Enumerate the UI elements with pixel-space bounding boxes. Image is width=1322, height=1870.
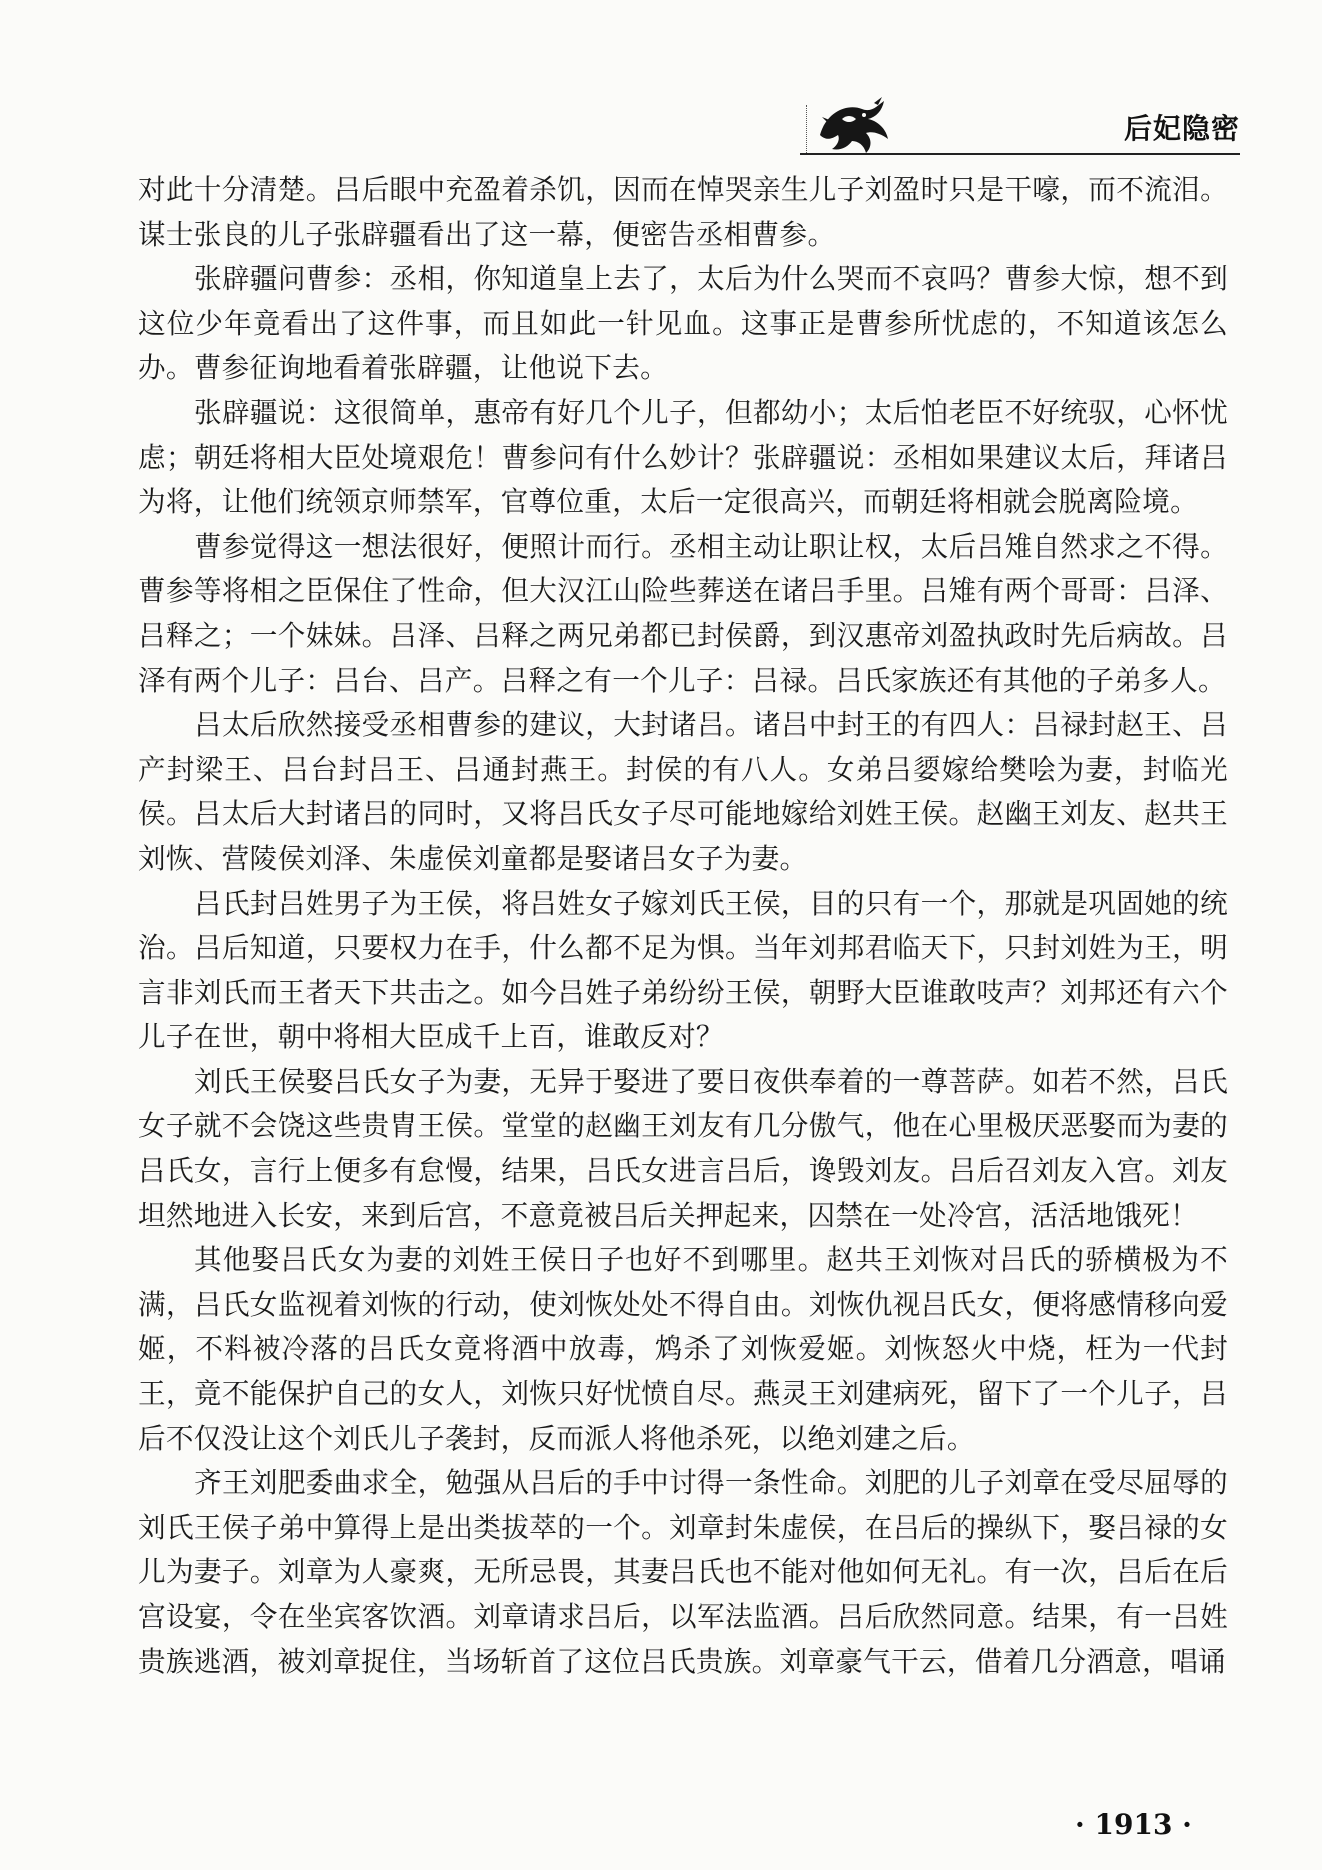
- paragraph: 吕太后欣然接受丞相曹参的建议，大封诸吕。诸吕中封王的有四人：吕禄封赵王、吕产封梁王、吕台封吕王、吕通封燕王。封侯的有八人。女弟吕媭嫁给樊哙为妻，封临光侯。吕太后大封诸吕的同时，又将吕氏女子尽可能地嫁给刘姓王侯。赵幽王刘友、赵共王刘恢、营陵侯刘泽、朱虚侯刘童都是娶诸吕女子为妻。: [138, 708, 1228, 875]
- header-rule: [800, 153, 1240, 155]
- header-divider: [806, 105, 807, 153]
- paragraph: 对此十分清楚。吕后眼中充盈着杀饥，因而在悼哭亲生儿子刘盈时只是干嚎，而不流泪。谋士张良的儿子张辟疆看出了这一幕，便密告丞相曹参。: [138, 173, 1228, 251]
- paragraph: 张辟疆说：这很简单，惠帝有好几个儿子，但都幼小；太后怕老臣不好统驭，心怀忧虑；朝廷将相大臣处境艰危！曹参问有什么妙计？张辟疆说：丞相如果建议太后，拜诸吕为将，让他们统领京师禁军，官尊位重，太后一定很高兴，而朝廷将相就会脱离险境。: [138, 395, 1228, 519]
- page-number: · 1913 ·: [1075, 1808, 1192, 1841]
- paragraph: 张辟疆问曹参：丞相，你知道皇上去了，太后为什么哭而不哀吗？曹参大惊，想不到这位少年竟看出了这件事，而且如此一针见血。这事正是曹参所忧虑的，不知道该怎么办。曹参征询地看着张辟疆，让他说下去。: [138, 262, 1228, 385]
- paragraph: 吕氏封吕姓男子为王侯，将吕姓女子嫁刘氏王侯，目的只有一个，那就是巩固她的统治。吕后知道，只要权力在手，什么都不足为惧。当年刘邦君临天下，只封刘姓为王，明言非刘氏而王者天下共击之。如今吕姓子弟纷纷王侯，朝野大臣谁敢吱声？刘邦还有六个儿子在世，朝中将相大臣成千上百，谁敢反对？: [138, 886, 1228, 1054]
- paragraph: 其他娶吕氏女为妻的刘姓王侯日子也好不到哪里。赵共王刘恢对吕氏的骄横极为不满，吕氏女监视着刘恢的行动，使刘恢处处不得自由。刘恢仇视吕氏女，便将感情移向爱姬，不料被冷落的吕氏女竟将酒中放毒，鸩杀了刘恢爱姬。刘恢怒火中烧，枉为一代封王，竟不能保护自己的女人，刘恢只好忧愤自尽。燕灵王刘建病死，留下了一个儿子，吕后不仅没让这个刘氏儿子袭封，反而派人将他杀死，以绝刘建之后。: [138, 1243, 1228, 1455]
- body-text: [138, 168, 1228, 1684]
- dragon-icon: [812, 95, 894, 157]
- paragraph: 齐王刘肥委曲求全，勉强从吕后的手中讨得一条性命。刘肥的儿子刘章在受尽屈辱的刘氏王侯子弟中算得上是出类拔萃的一个。刘章封朱虚侯，在吕后的操纵下，娶吕禄的女儿为妻子。刘章为人豪爽，无所忌畏，其妻吕氏也不能对他如何无礼。有一次，吕后在后宫设宴，令在坐宾客饮酒。刘章请求吕后，以军法监酒。吕后欣然同意。结果，有一吕姓贵族逃酒，被刘章捉住，当场斩首了这位吕氏贵族。刘章豪气干云，借着几分酒意，唱诵: [138, 1466, 1228, 1678]
- paragraph: 曹参觉得这一想法很好，便照计而行。丞相主动让职让权，太后吕雉自然求之不得。曹参等将相之臣保住了性命，但大汉江山险些葬送在诸吕手里。吕雉有两个哥哥：吕泽、吕释之；一个妹妹。吕泽、吕释之两兄弟都已封侯爵，到汉惠帝刘盈执政时先后病故。吕泽有两个儿子：吕台、吕产。吕释之有一个儿子：吕禄。吕氏家族还有其他的子弟多人。: [138, 529, 1228, 697]
- header-title: 后妃隐密: [1123, 112, 1240, 145]
- paragraph: 刘氏王侯娶吕氏女子为妻，无异于娶进了要日夜供奉着的一尊菩萨。如若不然，吕氏女子就不会饶这些贵胄王侯。堂堂的赵幽王刘友有几分傲气，他在心里极厌恶娶而为妻的吕氏女，言行上便多有怠慢，结果，吕氏女进言吕后，谗毁刘友。吕后召刘友入宫。刘友坦然地进入长安，来到后宫，不意竟被吕后关押起来，囚禁在一处冷宫，活活地饿死！: [138, 1064, 1228, 1232]
- running-header: [800, 95, 1240, 155]
